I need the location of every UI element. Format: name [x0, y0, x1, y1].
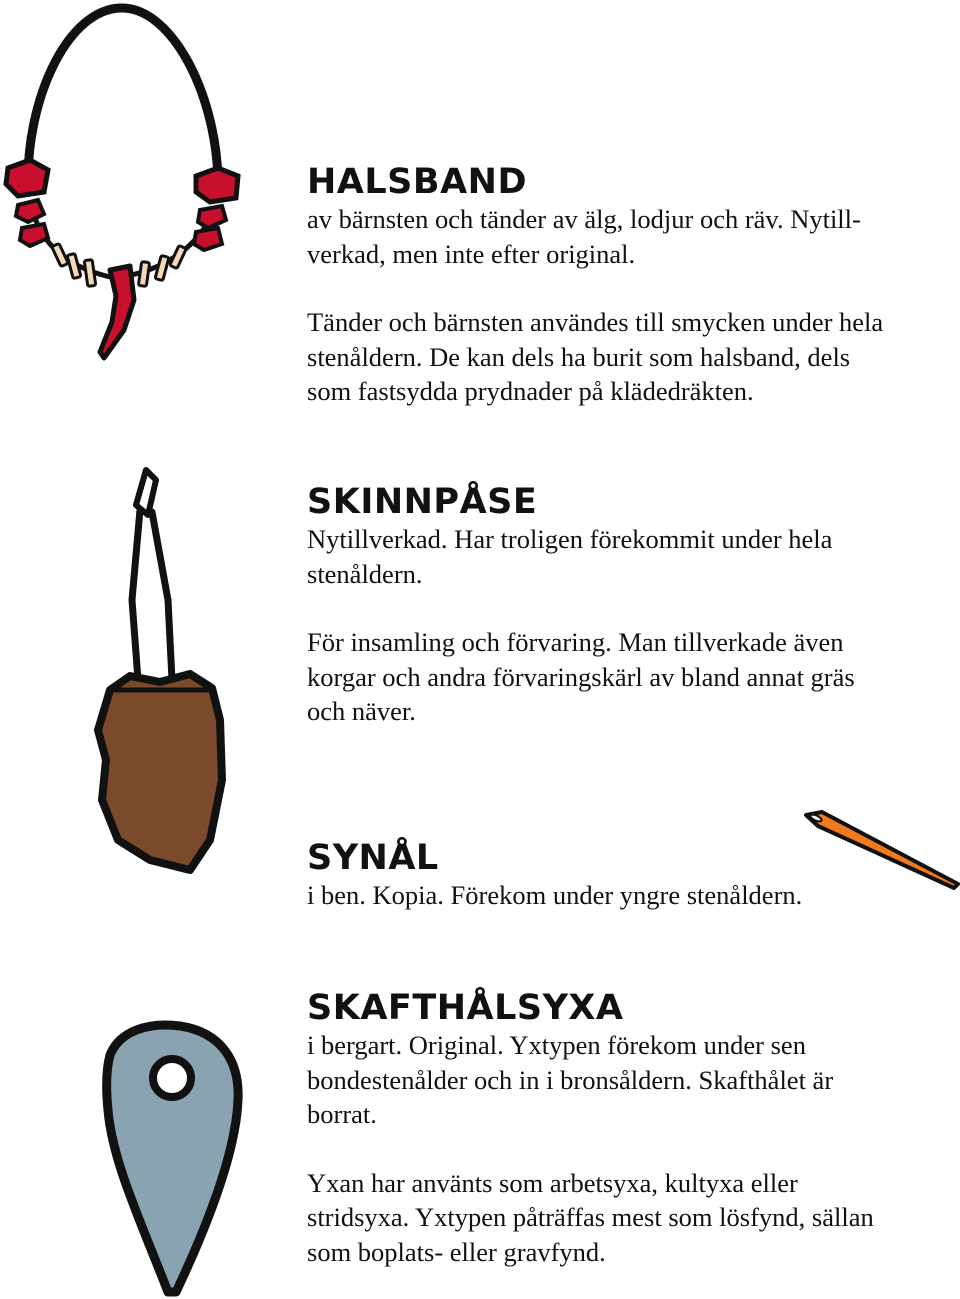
section-paragraph: För insamling och förvaring. Man tillverkade även korgar och andra förvaringskärl av bland annat gräs och näver. — [307, 627, 855, 726]
amber-bead-icon — [194, 228, 222, 250]
pouch-illustration — [98, 470, 222, 870]
section-paragraph: av bärnsten och tänder av älg, lodjur och räv. Nytill- verkad, men inte efter original. — [307, 204, 861, 269]
tooth-icon — [52, 243, 69, 266]
section-skafthalsyxa — [307, 988, 957, 1269]
amber-bead-icon — [196, 168, 238, 202]
shaft-hole — [153, 1059, 191, 1097]
section-paragraph: i ben. Kopia. Förekom under yngre stenåldern. — [307, 880, 803, 910]
axe-illustration — [107, 1025, 238, 1292]
tooth-icon — [170, 245, 187, 268]
pouch-body — [98, 674, 222, 870]
section-title: SKINNPÅSE — [307, 482, 538, 522]
tooth-icon — [155, 255, 169, 280]
section-title: HALSBAND — [307, 162, 527, 202]
section-paragraph: Yxan har använts som arbetsyxa, kultyxa eller stridsyxa. Yxtypen påträffas mest som lösfynd, sällan som boplats- eller gravfynd. — [307, 1167, 874, 1267]
amber-bead-icon — [198, 206, 226, 228]
section-paragraph: Tänder och bärnsten användes till smycken under hela stenåldern. De kan dels ha burit som halsband, dels som fastsydda prydnader på klädedräkten. — [307, 307, 884, 406]
tooth-icon — [138, 262, 149, 287]
amber-bead-icon — [6, 160, 48, 196]
amber-bead-icon — [20, 224, 48, 246]
tooth-icon — [67, 253, 81, 278]
tooth-icon — [84, 260, 96, 287]
section-paragraph: i bergart. Original. Yxtypen förekom under sen bondestenålder och in i bronsåldern. Skafthålet är borrat. — [307, 1030, 834, 1129]
section-paragraph: Nytillverkad. Har troligen förekommit under hela stenåldern. — [307, 524, 833, 589]
section-title: SYNÅL — [307, 838, 439, 878]
section-title: SKAFTHÅLSYXA — [307, 988, 624, 1028]
amber-bead-icon — [16, 200, 44, 222]
section-skinnpase — [307, 482, 957, 729]
pendant-tooth-icon — [100, 266, 134, 358]
section-synal — [307, 838, 957, 913]
pouch-strap — [132, 510, 172, 680]
necklace-illustration — [6, 8, 238, 358]
section-halsband — [307, 162, 957, 409]
necklace-cord — [28, 8, 218, 178]
